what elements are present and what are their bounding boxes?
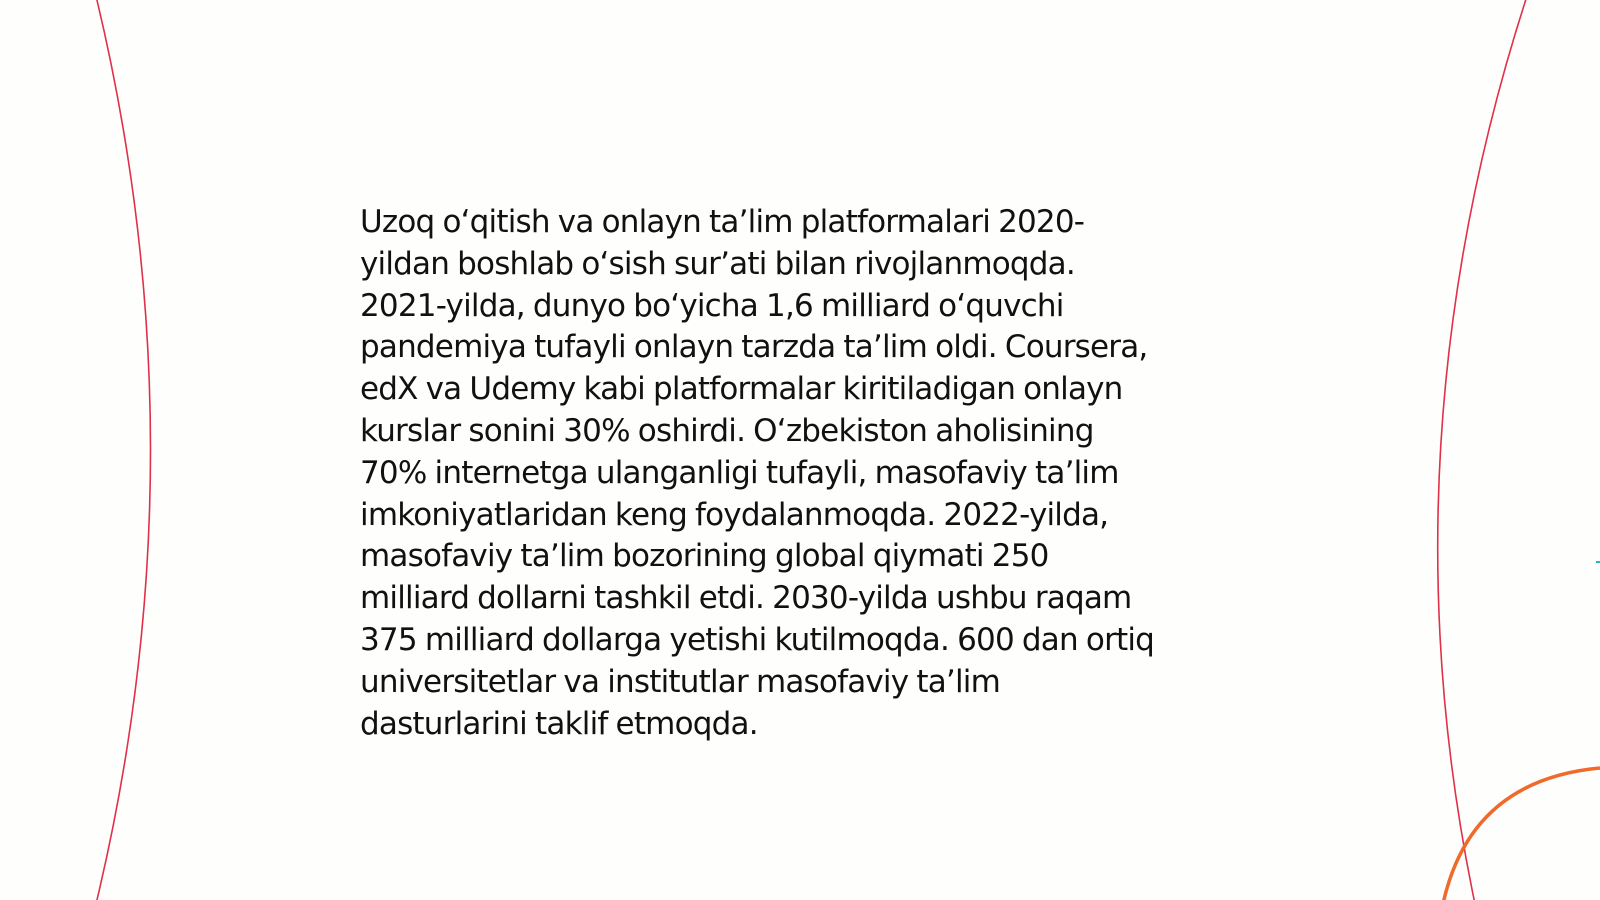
left-arc-line — [96, 0, 151, 900]
paragraph-line: dasturlarini taklif etmoqda. — [360, 705, 758, 742]
right-arc-line — [1438, 0, 1527, 900]
paragraph-line: 2021-yilda, dunyo bo‘yicha 1,6 milliard o‘quvchi — [360, 287, 1064, 324]
paragraph-line: Uzoq o‘qitish va onlayn ta’lim platformalari 2020- — [360, 204, 1085, 240]
paragraph-line: edX va Udemy kabi platformalar kiritiladigan onlayn — [360, 371, 1123, 408]
paragraph-line: masofaviy ta’lim bozorining global qiymati 250 — [360, 538, 1049, 575]
paragraph-line: milliard dollarni tashkil etdi. 2030-yilda ushbu raqam — [360, 580, 1132, 617]
body-paragraph — [360, 202, 1260, 745]
paragraph-line: 375 milliard dollarga yetishi kutilmoqda. 600 dan ortiq — [360, 621, 1155, 658]
corner-orange-arc — [1443, 768, 1600, 900]
paragraph-line: 70% internetga ulanganligi tufayli, masofaviy ta’lim — [360, 454, 1119, 491]
paragraph-line: imkoniyatlaridan keng foydalanmoqda. 2022-yilda, — [360, 496, 1109, 533]
paragraph-line: universitetlar va institutlar masofaviy ta’lim — [360, 663, 1000, 700]
paragraph-line: kurslar sonini 30% oshirdi. O‘zbekiston aholisining — [360, 412, 1094, 449]
paragraph-line: pandemiya tufayli onlayn tarzda ta’lim oldi. Coursera, — [360, 329, 1148, 366]
paragraph-line: yildan boshlab o‘sish sur’ati bilan rivojlanmoqda. — [360, 245, 1075, 282]
